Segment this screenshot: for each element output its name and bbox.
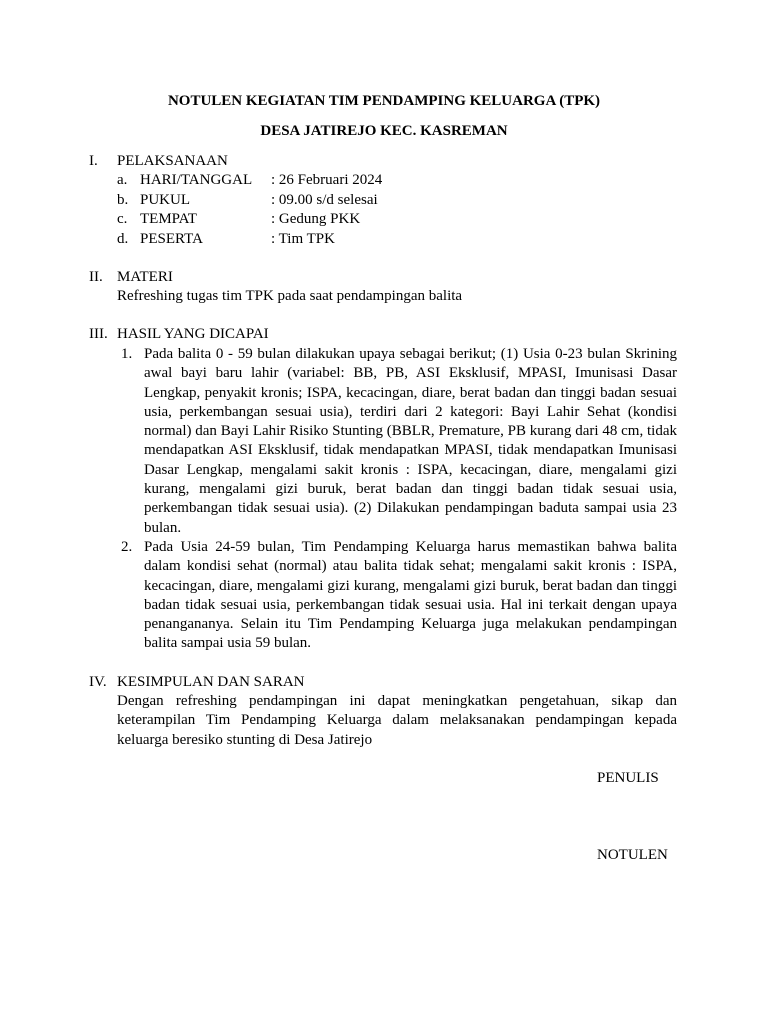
- item-label: PUKUL: [140, 191, 191, 208]
- item-letter: b.: [117, 191, 129, 208]
- point-number: 2.: [121, 539, 133, 555]
- item-value: : 09.00 s/d selesai: [271, 191, 378, 208]
- section-numeral: I.: [89, 153, 98, 169]
- section-heading: MATERI: [117, 269, 173, 285]
- item-value: : 26 Februari 2024: [271, 172, 383, 188]
- section-numeral: III.: [89, 326, 108, 342]
- item-letter: c.: [117, 211, 128, 227]
- section-text: Refreshing tugas tim TPK pada saat pendampingan balita: [117, 288, 463, 304]
- item-value: : Gedung PKK: [271, 211, 361, 227]
- item-label: PESERTA: [140, 230, 203, 247]
- item-label: HARI/TANGGAL: [140, 172, 253, 188]
- document-title: NOTULEN KEGIATAN TIM PENDAMPING KELUARGA (TPK): [167, 93, 601, 109]
- signature-notulen-label: NOTULEN: [597, 847, 668, 863]
- item-letter: d.: [117, 230, 129, 247]
- section-numeral: IV.: [89, 674, 107, 690]
- point-text: Pada balita 0 - 59 bulan dilakukan upaya sebagai berikut; (1) Usia 0-23 bulan Skrining awal bayi baru lahir (variabel: BB, PB, ASI Eksklusif, MPASI, Imunisasi Dasar Lengkap, penyakit kronis; ISPA, kecacingan, diare, berat badan dan tinggi badan sesuai usia, perkembangan sesuai usia), terdiri dari 2 kategori: Bayi Lahir Sehat (kondisi normal) dan Bayi Lahir Risiko Stunting (BBLR, Premature, PB kurang dari 48 cm, tidak mendapatkan ASI Eksklusif, tidak mendapatkan MPASI, tidak mendapatkan Imunisasi Dasar Lengkap, mengalami sakit kronis : ISPA, kecacingan, diare, mengalami gizi kurang, mengalami gizi buruk, berat badan dan tinggi badan tidak sesuai usia, perkembangan tidak sesuai usia). (2) Dilakukan pendampingan baduta sampai usia 23 bulan.: [144, 346, 677, 536]
- signature-writer-label: PENULIS: [597, 770, 659, 786]
- item-letter: a.: [117, 172, 128, 188]
- section-heading: KESIMPULAN DAN SARAN: [117, 674, 305, 690]
- section-text: Dengan refreshing pendampingan ini dapat meningkatkan pengetahuan, sikap dan keterampilan Tim Pendamping Keluarga dalam melaksanakan pendampingan kepada keluarga beresiko stunting di Desa Jatirejo: [117, 693, 677, 748]
- item-value: : Tim TPK: [271, 230, 335, 247]
- section-numeral: II.: [89, 269, 103, 285]
- section-heading: HASIL YANG DICAPAI: [117, 326, 269, 342]
- document-subtitle: DESA JATIREJO KEC. KASREMAN: [260, 123, 508, 139]
- point-text: Pada Usia 24-59 bulan, Tim Pendamping Keluarga harus memastikan bahwa balita dalam kondisi sehat (normal) atau balita tidak sehat; mengalami sakit kronis : ISPA, kecacingan, diare, mengalami gizi kurang, mengalami gizi buruk, berat badan dan tinggi badan tidak sesuai usia, perkembangan tidak sesuai usia. Hal ini terkait dengan upaya penangananya. Selain itu Tim Pendamping Keluarga juga melakukan pendampingan balita sampai usia 59 bulan.: [144, 539, 677, 652]
- point-number: 1.: [121, 346, 133, 362]
- section-heading: PELAKSANAAN: [117, 153, 228, 169]
- item-label: TEMPAT: [140, 211, 197, 227]
